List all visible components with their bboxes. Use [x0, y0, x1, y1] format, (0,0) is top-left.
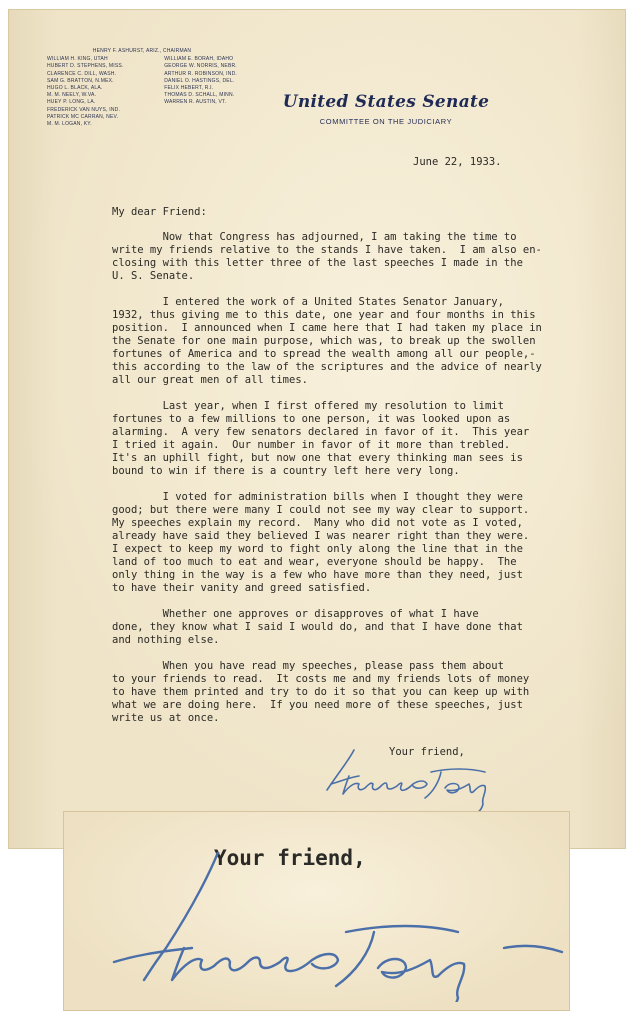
letter-line: this according to the law of the scriptures and the advice of nearly — [112, 361, 542, 373]
letter-line: to have their vanity and greed satisfied. — [112, 582, 372, 594]
committee-member: FELIX HEBERT, R.I. — [164, 85, 214, 92]
letter-line: Whether one approves or disapproves of what I have — [112, 608, 479, 620]
letter-paragraph — [112, 296, 542, 387]
letter-line: to have them printed and try to do it so that you can keep up with — [112, 686, 530, 698]
letter-line: closing with this letter three of the last speeches I made in the — [112, 257, 523, 269]
committee-member: DANIEL O. HASTINGS, DEL. — [164, 77, 235, 84]
letter-paragraph — [112, 491, 542, 595]
committee-member: WILLIAM H. KING, UTAH — [47, 56, 108, 63]
letter-date: June 22, 1933. — [413, 156, 502, 168]
committee-member: GEORGE W. NORRIS, NEBR. — [164, 63, 237, 70]
committee-member: FREDERICK VAN NUYS, IND. — [47, 106, 121, 113]
letter-paragraph — [112, 231, 542, 283]
committee-member: CLARENCE C. DILL, WASH. — [47, 70, 117, 77]
letter-line: land of too much to eat and wear, everyone should be happy. The — [112, 556, 517, 568]
letter-paragraph — [112, 608, 542, 647]
letter-line: My speeches explain my record. Many who did not vote as I voted, — [112, 517, 523, 529]
committee-member: WARREN R. AUSTIN, VT. — [164, 99, 227, 106]
committee-member: PATRICK MC CARRAN, NEV. — [47, 113, 119, 120]
letter-line: fortunes to a few millions to one person, it was looked upon as — [112, 413, 511, 425]
letter-line: what we are doing here. If you need more of these speeches, just — [112, 699, 523, 711]
letter-line: I expect to keep my word to fight only along the line that in the — [112, 543, 523, 555]
committee-members-list — [47, 48, 237, 128]
letter-line: I tried it again. Our number in favor of it more than trebled. — [112, 439, 511, 451]
letter-line: all our great men of all times. — [112, 374, 308, 386]
committee-chairman: HENRY F. ASHURST, ARIZ., CHAIRMAN — [92, 48, 192, 54]
letter-line: to your friends to read. It costs me and my friends lots of money — [112, 673, 530, 685]
letter-paragraph — [112, 400, 542, 478]
letter-line: position. I announced when I came here that I had taken my place in — [112, 322, 542, 334]
letter-line: Last year, when I first offered my resolution to limit — [112, 400, 504, 412]
letter-line: good; but there were many I could not see my way clear to support. — [112, 504, 530, 516]
letter-body — [112, 231, 542, 725]
letter-line: alarming. A very few senators declared in favor of it. This year — [112, 426, 530, 438]
letter-line: bound to win if there is a country left here very long. — [112, 465, 460, 477]
letter-page — [9, 10, 625, 848]
detail-closing: Your friend, — [214, 846, 366, 870]
letter-closing: Your friend, — [389, 746, 465, 758]
signature-detail-inset — [64, 812, 569, 1010]
letter-line: I entered the work of a United States Senator January, — [112, 296, 504, 308]
letter-salutation: My dear Friend: — [112, 206, 207, 218]
committee-member: THOMAS D. SCHALL, MINN. — [164, 92, 235, 99]
committee-members-left — [47, 56, 124, 128]
letterhead-title: United States Senate — [282, 92, 490, 112]
letter-line: When you have read my speeches, please pass them about — [112, 660, 504, 672]
letter-line: the Senate for one main purpose, which was, to break up the swollen — [112, 335, 536, 347]
letter-line: already have said they believed I was nearer right than they were. — [112, 530, 530, 542]
letter-line: only thing in the way is a few who have more than they need, just — [112, 569, 523, 581]
letter-line: done, they know what I said I would do, and that I have done that — [112, 621, 523, 633]
committee-member: HUBERT D. STEPHENS, MISS. — [47, 63, 124, 70]
letterhead-subtitle: COMMITTEE ON THE JUDICIARY — [319, 117, 453, 126]
committee-member: HUGO L. BLACK, ALA. — [47, 85, 103, 92]
letter-paragraph — [112, 660, 542, 725]
letter-line: fortunes of America and to spread the wealth among all our people,- — [112, 348, 536, 360]
committee-members-right — [164, 56, 237, 128]
committee-member: SAM G. BRATTON, N.MEX. — [47, 77, 114, 84]
signature-detail-image — [74, 852, 564, 1002]
letter-line: 1932, thus giving me to this date, one year and four months in this — [112, 309, 536, 321]
letter-line: and nothing else. — [112, 634, 220, 646]
committee-member: M. M. LOGAN, KY. — [47, 121, 92, 128]
letter-line: U. S. Senate. — [112, 270, 195, 282]
committee-member: WILLIAM E. BORAH, IDAHO — [164, 56, 234, 63]
letter-line: It's an uphill fight, but now one that every thinking man sees is — [112, 452, 523, 464]
signature-image — [309, 732, 539, 822]
committee-member: HUEY P. LONG, LA. — [47, 99, 96, 106]
letter-line: I voted for administration bills when I thought they were — [112, 491, 523, 503]
committee-member: M. M. NEELY, W.VA. — [47, 92, 97, 99]
committee-member: ARTHUR R. ROBINSON, IND. — [164, 70, 237, 77]
letter-line: write us at once. — [112, 712, 220, 724]
letter-line: write my friends relative to the stands I have taken. I am also en- — [112, 244, 542, 256]
letter-line: Now that Congress has adjourned, I am taking the time to — [112, 231, 517, 243]
